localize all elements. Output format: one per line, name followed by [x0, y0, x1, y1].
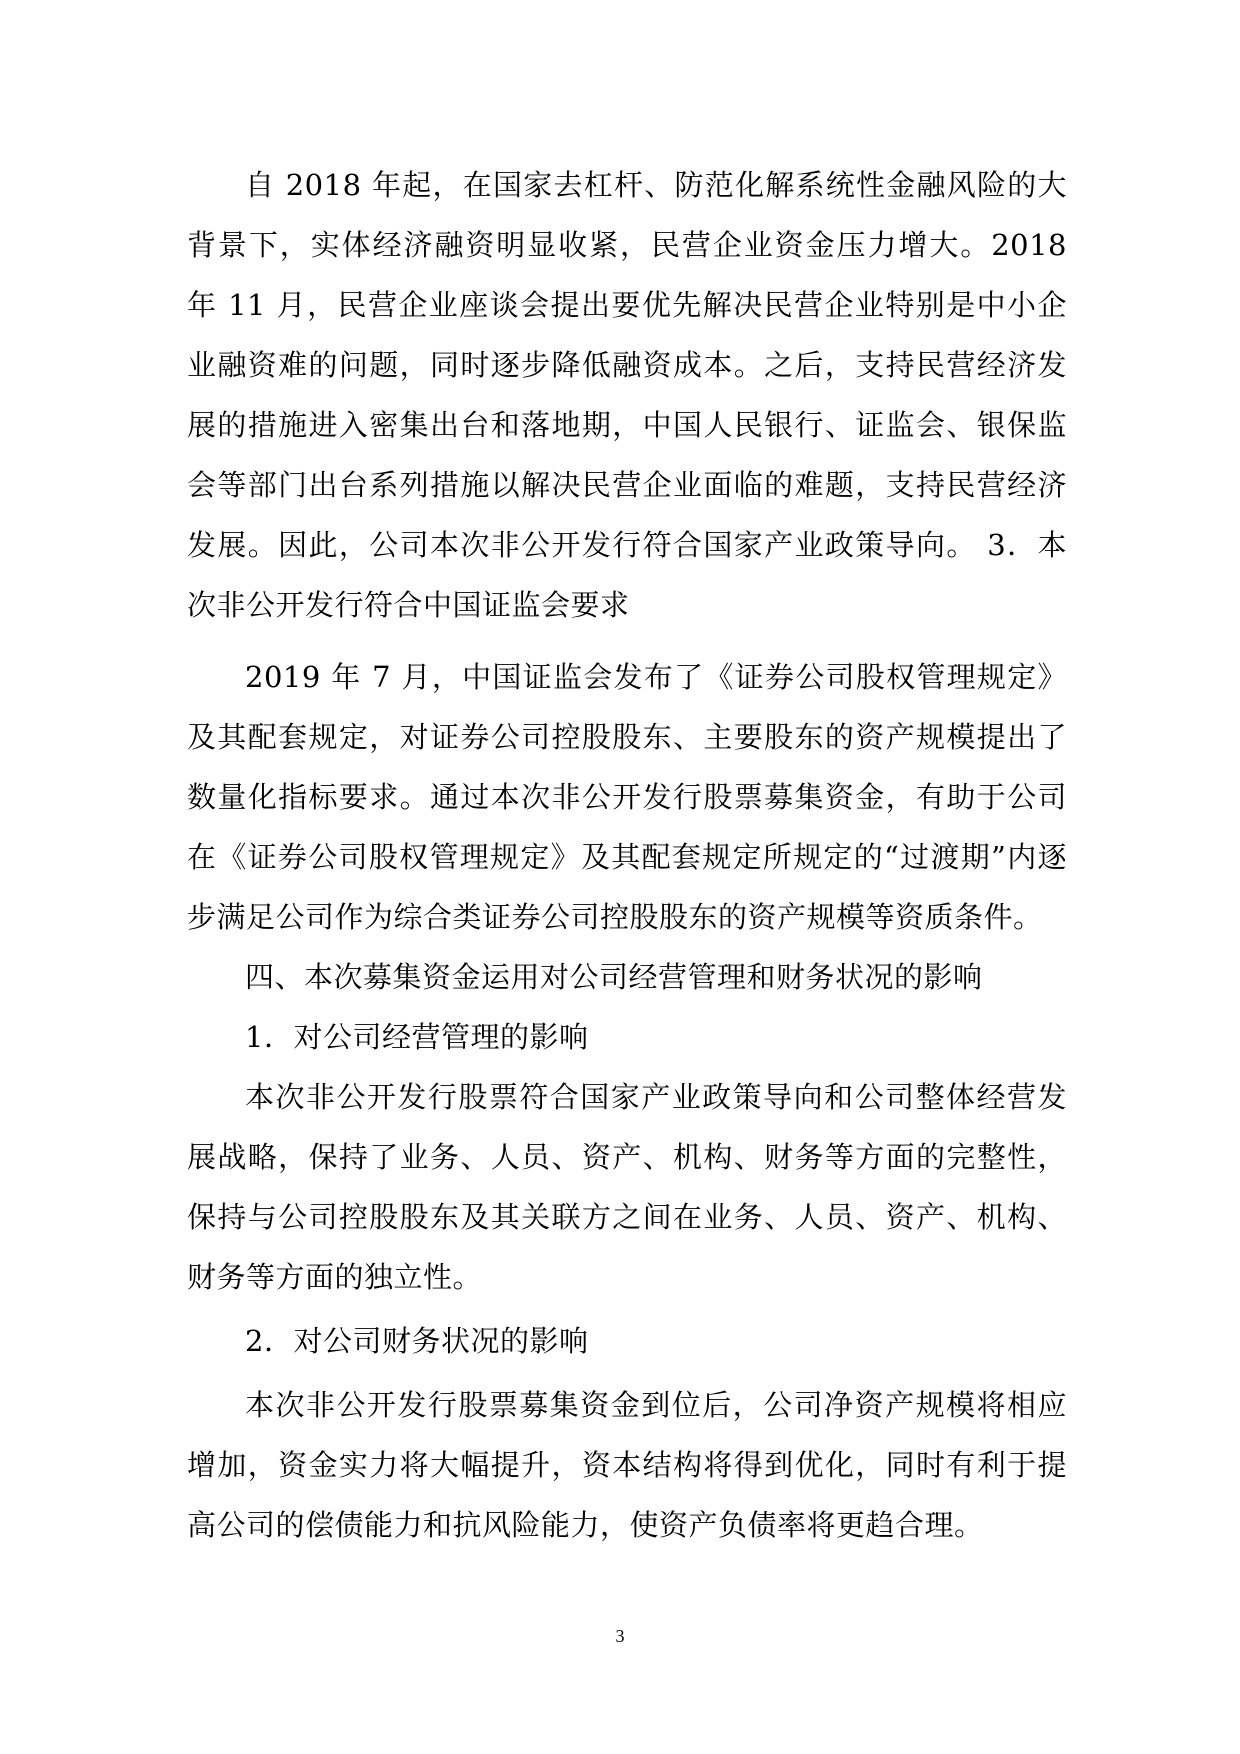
paragraph-financial-impact: 本次非公开发行股票募集资金到位后，公司净资产规模将相应增加，资金实力将大幅提升，资本结构将得到优化，同时有利于提高公司的偿债能力和抗风险能力，使资产负债率将更趋合理。	[187, 1388, 1067, 1542]
document-body	[187, 155, 1067, 1555]
section-heading-impact: 四、本次募集资金运用对公司经营管理和财务状况的影响	[245, 960, 983, 994]
page-number: 3	[615, 1626, 625, 1646]
paragraph-policy-background: 自 2018 年起，在国家去杠杆、防范化解系统性金融风险的大背景下，实体经济融资明显收紧，民营企业资金压力增大。2018 年 11 月，民营企业座谈会提出要优先解决民营企业特别是中小企业融资难的问题，同时逐步降低融资成本。之后，支持民营经济发展的措施进入密集出台和落地期，中国人民银行、证监会、银保监会等部门出台系列措施以解决民营企业面临的难题，支持民营经济发展。因此，公司本次非公开发行符合国家产业政策导向。 3．本次非公开发行符合中国证监会要求	[187, 168, 1067, 622]
paragraph-management-impact: 本次非公开发行股票符合国家产业政策导向和公司整体经营发展战略，保持了业务、人员、资产、机构、财务等方面的完整性，保持与公司控股股东及其关联方之间在业务、人员、资产、机构、财务等方面的独立性。	[187, 1080, 1067, 1294]
paragraph-csrc-requirements: 2019 年 7 月，中国证监会发布了《证券公司股权管理规定》及其配套规定，对证券公司控股股东、主要股东的资产规模提出了数量化指标要求。通过本次非公开发行股票募集资金，有助于公司在《证券公司股权管理规定》及其配套规定所规定的“过渡期”内逐步满足公司作为综合类证券公司控股股东的资产规模等资质条件。	[187, 660, 1067, 934]
subheading-management-impact: 1．对公司经营管理的影响	[245, 1020, 589, 1054]
subheading-financial-impact: 2．对公司财务状况的影响	[245, 1324, 589, 1358]
